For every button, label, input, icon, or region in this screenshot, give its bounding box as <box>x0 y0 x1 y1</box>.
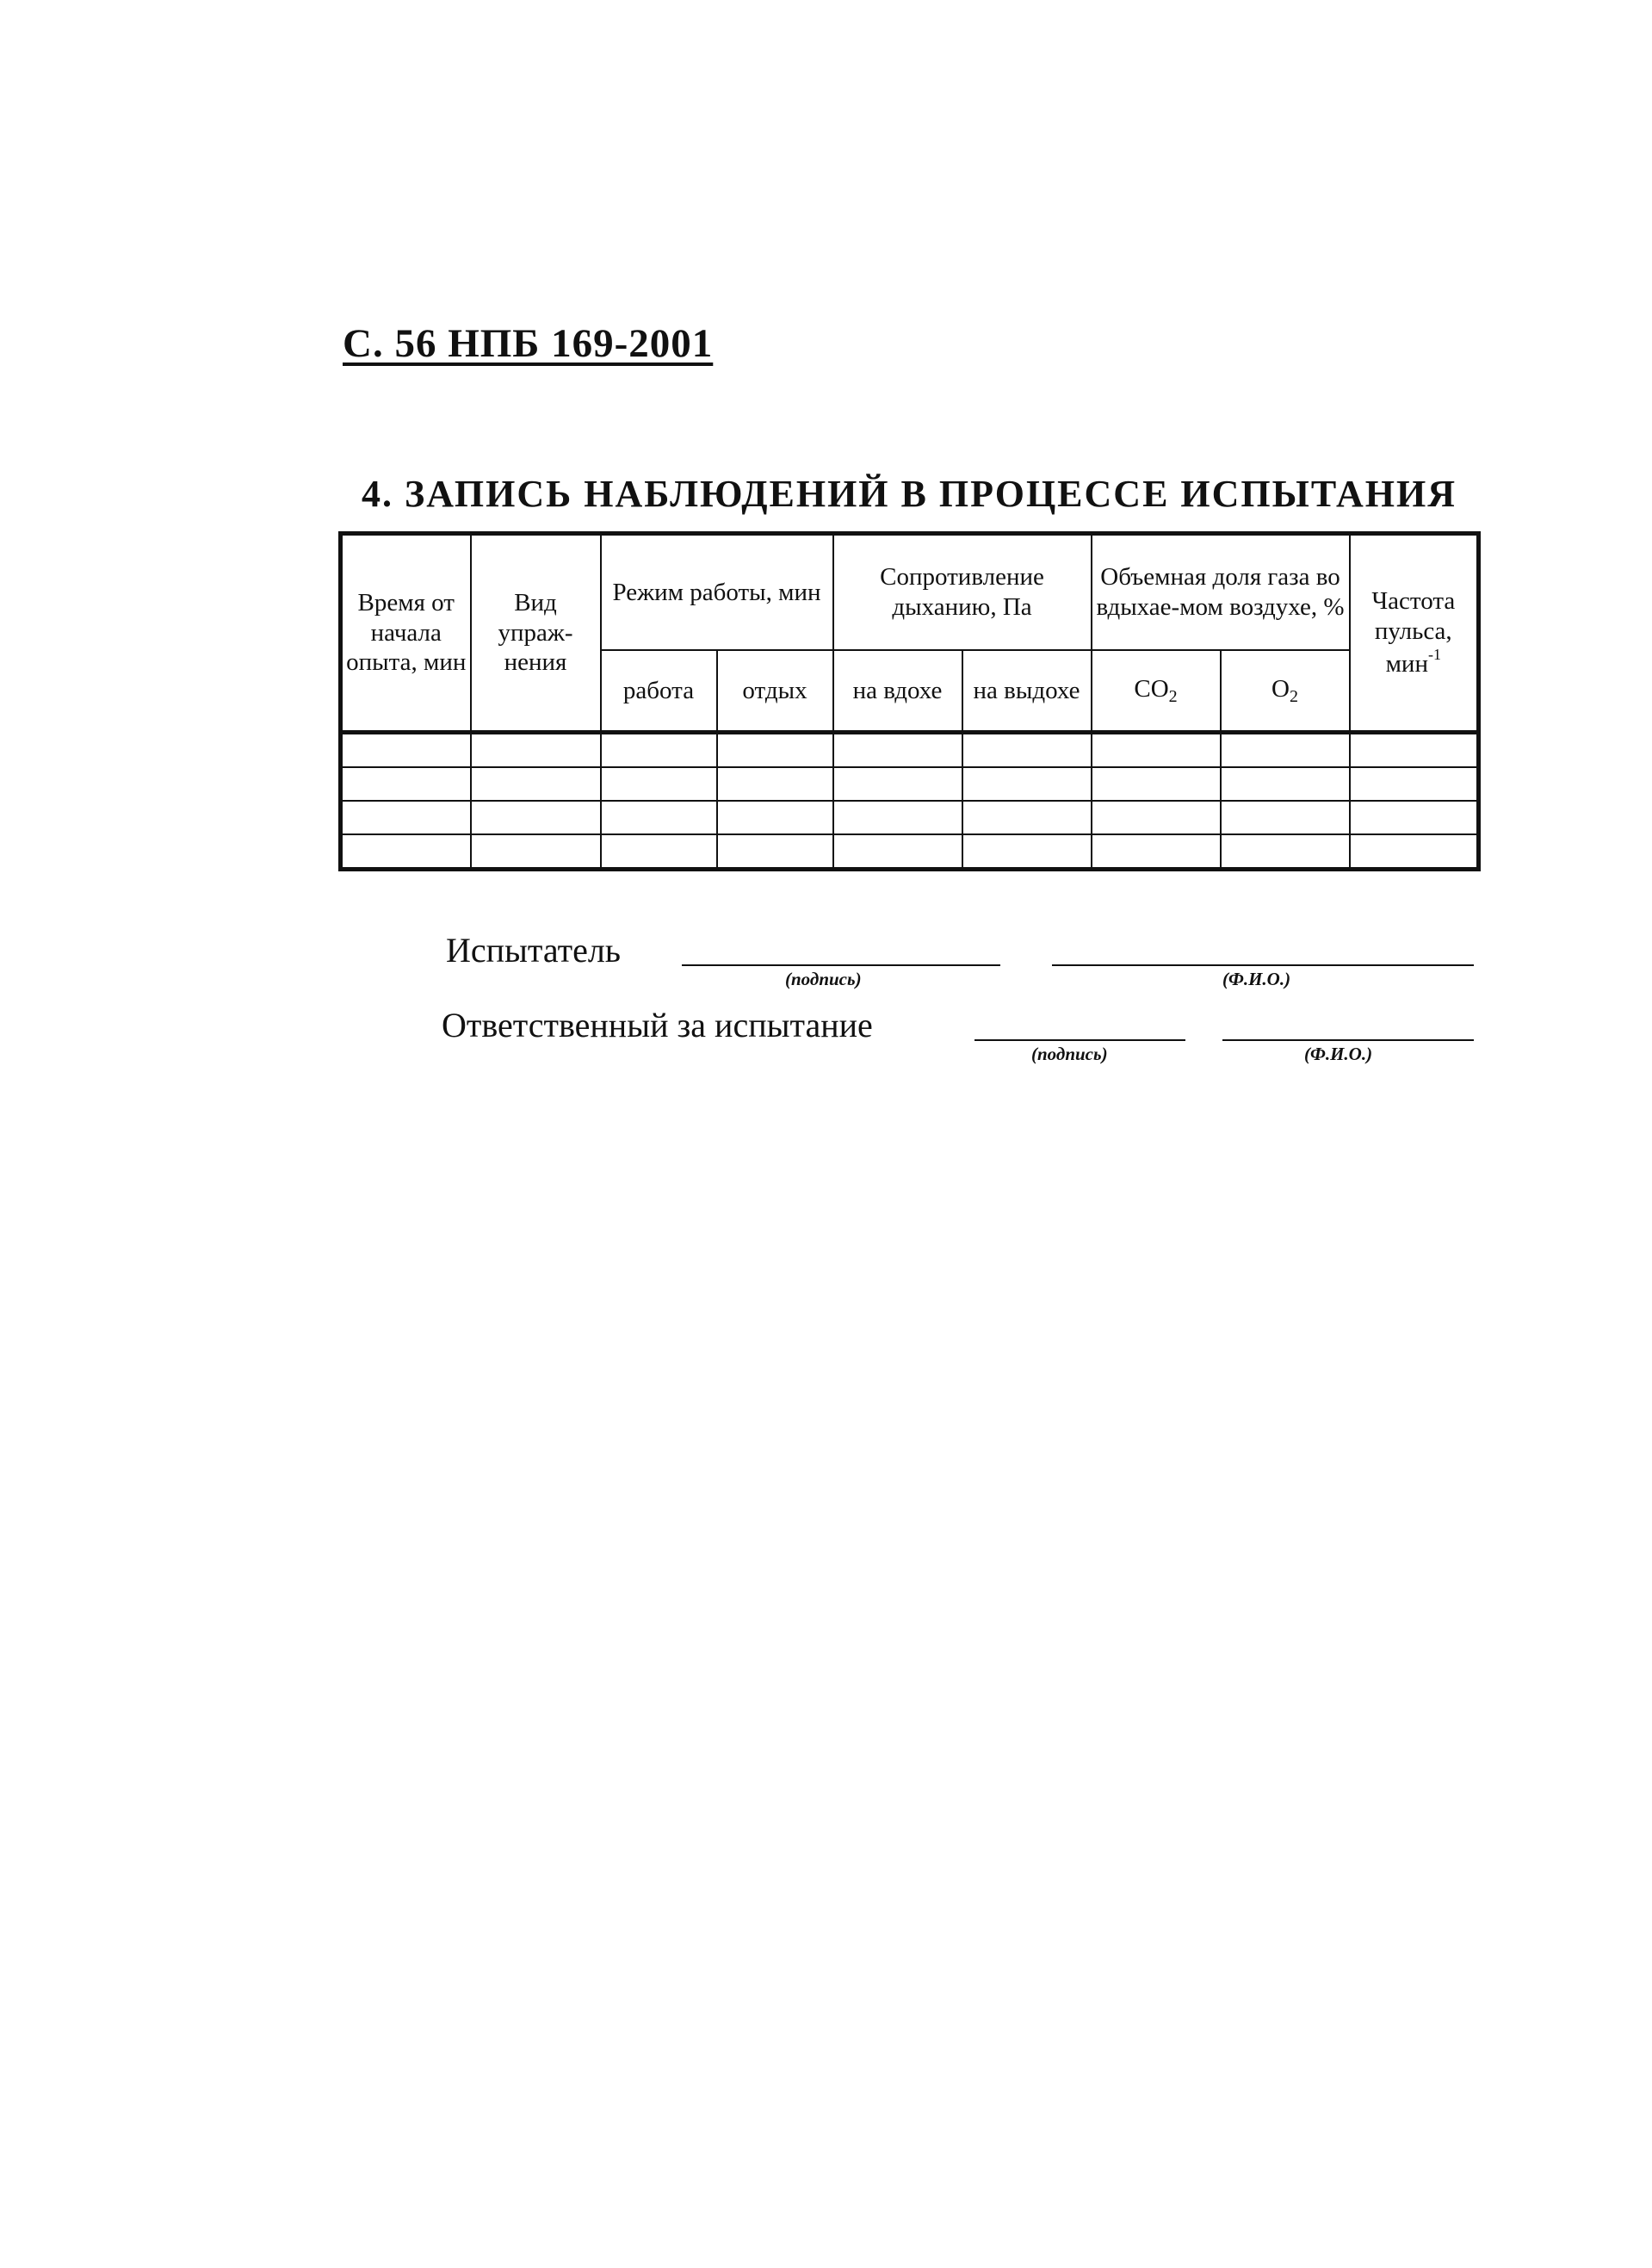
tester-name-line <box>1052 964 1474 966</box>
table-row <box>341 767 1479 801</box>
table-cell[interactable] <box>601 834 717 870</box>
header-pulse-text: Частота пульса, мин <box>1371 586 1456 679</box>
table-cell[interactable] <box>833 767 962 801</box>
table-cell[interactable] <box>1092 767 1221 801</box>
responsible-signature-line <box>974 1039 1185 1041</box>
header-gas-o2 <box>1221 650 1350 733</box>
table-cell[interactable] <box>833 801 962 834</box>
header-exercise: Вид упраж-нения <box>471 534 601 733</box>
header-pulse-exponent: -1 <box>1427 646 1441 664</box>
table-cell[interactable] <box>717 834 833 870</box>
section-title: 4. ЗАПИСЬ НАБЛЮДЕНИЙ В ПРОЦЕССЕ ИСПЫТАНИЯ <box>362 473 1457 515</box>
table-cell[interactable] <box>1092 834 1221 870</box>
header-breathing-resistance: Сопротивление дыханию, Па <box>833 534 1092 651</box>
table-cell[interactable] <box>471 733 601 768</box>
table-cell[interactable] <box>1350 767 1479 801</box>
table-cell[interactable] <box>601 767 717 801</box>
table-cell[interactable] <box>962 834 1092 870</box>
table-cell[interactable] <box>717 767 833 801</box>
header-gas-co2-base: CO <box>1134 675 1169 703</box>
header-gas-co2 <box>1092 650 1221 733</box>
table-cell[interactable] <box>1221 834 1350 870</box>
header-work-mode: Режим работы, мин <box>601 534 833 651</box>
table-cell[interactable] <box>471 834 601 870</box>
table-row <box>341 834 1479 870</box>
header-gas-o2-subscript: 2 <box>1290 687 1298 706</box>
table-cell[interactable] <box>341 801 471 834</box>
table-cell[interactable] <box>1350 733 1479 768</box>
table-cell[interactable] <box>1350 834 1479 870</box>
responsible-name-caption: (Ф.И.О.) <box>1304 1044 1373 1064</box>
table-cell[interactable] <box>1350 801 1479 834</box>
header-gas-co2-subscript: 2 <box>1168 687 1178 706</box>
table-cell[interactable] <box>833 733 962 768</box>
table-cell[interactable] <box>962 733 1092 768</box>
responsible-label: Ответственный за испытание <box>442 1006 873 1044</box>
page-header: С. 56 НПБ 169-2001 <box>343 321 714 366</box>
header-gas-fraction: Объемная доля газа во вдыхае-мом воздухе, % <box>1092 534 1350 651</box>
header-resistance-inhale: на вдохе <box>833 650 962 733</box>
tester-name-caption: (Ф.И.О.) <box>1222 969 1291 989</box>
table-cell[interactable] <box>717 733 833 768</box>
tester-signature-caption: (подпись) <box>785 969 862 989</box>
table-cell[interactable] <box>962 767 1092 801</box>
table-cell[interactable] <box>962 801 1092 834</box>
table-row <box>341 733 1479 768</box>
header-resistance-exhale: на выдохе <box>962 650 1092 733</box>
header-mode-work: работа <box>601 650 717 733</box>
table-cell[interactable] <box>601 801 717 834</box>
observation-table <box>338 531 1481 871</box>
tester-label: Испытатель <box>446 931 622 970</box>
table-cell[interactable] <box>471 801 601 834</box>
table-cell[interactable] <box>1092 801 1221 834</box>
table-cell[interactable] <box>341 834 471 870</box>
responsible-name-line <box>1222 1039 1474 1041</box>
table-cell[interactable] <box>833 834 962 870</box>
responsible-signature-caption: (подпись) <box>1031 1044 1108 1064</box>
table-cell[interactable] <box>1221 767 1350 801</box>
header-mode-rest: отдых <box>717 650 833 733</box>
table-cell[interactable] <box>341 733 471 768</box>
table-cell[interactable] <box>341 767 471 801</box>
table-cell[interactable] <box>1221 801 1350 834</box>
table-cell[interactable] <box>601 733 717 768</box>
tester-signature-line <box>682 964 1000 966</box>
header-time: Время от начала опыта, мин <box>341 534 471 733</box>
table-row <box>341 801 1479 834</box>
table-cell[interactable] <box>1092 733 1221 768</box>
header-pulse <box>1350 534 1479 733</box>
header-gas-o2-base: O <box>1271 675 1290 703</box>
table-cell[interactable] <box>1221 733 1350 768</box>
table-body <box>341 733 1479 870</box>
table-cell[interactable] <box>471 767 601 801</box>
table-cell[interactable] <box>717 801 833 834</box>
